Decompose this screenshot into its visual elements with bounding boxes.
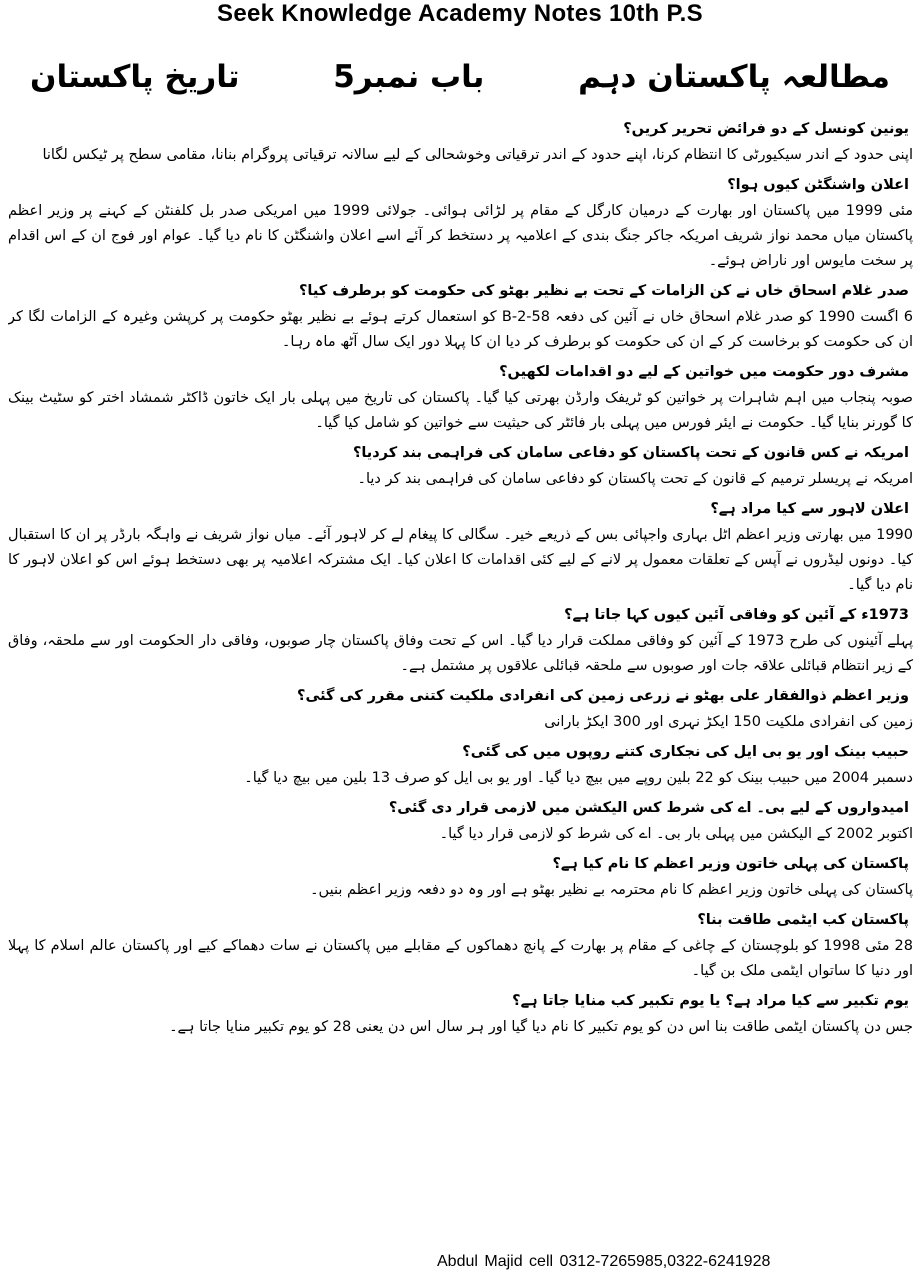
question: امریکہ نے کس قانون کے تحت پاکستان کو دفاعی سامان کی فراہمی بند کردیا؟ <box>352 445 909 461</box>
question: حبیب بینک اور یو بی ایل کی نجکاری کتنے روپوں میں کی گئی؟ <box>462 744 909 760</box>
question: یونین کونسل کے دو فرائض تحریر کریں؟ <box>623 121 909 137</box>
notes-content <box>8 112 913 1242</box>
qa-item <box>8 174 913 274</box>
answer: اکتوبر 2002 کے الیکشن میں پہلی بار بی۔ اے کی شرط کو لازمی قرار دیا گیا۔ <box>439 826 913 842</box>
answer: اپنی حدود کے اندر سیکیورٹی کا انتظام کرنا، اپنے حدود کے اندر ترقیاتی وخوشحالی کے لیے سالانہ ترقیاتی پروگرام بنانا، مقامی سطح پر ٹیکس لگانا <box>42 147 913 163</box>
subject-title: مطالعہ پاکستان دہم <box>578 59 890 95</box>
answer: جس دن پاکستان ایٹمی طاقت بنا اس دن کو یوم تکبیر کا نام دیا گیا اور ہر سال اس دن یعنی 28 کو یوم تکبیر منایا جاتا ہے۔ <box>169 1019 913 1035</box>
question: یوم تکبیر سے کیا مراد ہے؟ یا یوم تکبیر کب منایا جاتا ہے؟ <box>512 993 909 1009</box>
answer: دسمبر 2004 میں حبیب بینک کو 22 بلین روپے میں بیچ دیا گیا۔ اور یو بی ایل کو صرف 13 بلین میں بیچ دیا گیا۔ <box>244 770 913 786</box>
footer-contact: Abdul Majid cell 0312-7265985,0322-6241928 <box>437 1253 771 1270</box>
question: امیدواروں کے لیے بی۔ اے کی شرط کس الیکشن میں لازمی قرار دی گئی؟ <box>388 800 909 816</box>
qa-item <box>8 909 913 984</box>
question: پاکستان کی پہلی خاتون وزیر اعظم کا نام کیا ہے؟ <box>552 856 909 872</box>
qa-item <box>8 685 913 735</box>
qa-item <box>8 853 913 903</box>
chapter-title: باب نمبر5 <box>333 59 485 95</box>
question: 1973ء کے آئین کو وفاقی آئین کیوں کہا جاتا ہے؟ <box>564 607 909 623</box>
qa-item <box>8 741 913 791</box>
answer: مئی 1999 میں پاکستان اور بھارت کے درمیان کارگل کے مقام پر لڑائی ہوائی۔ جولائی 1999 میں امریکی صدر بل کلفنٹن کے کہنے پر وزیر اعظم پاکستان میاں محمد نواز شریف امریکہ جاکر جنگ بندی کے اعلامیہ پر دستخط کر آئے اسے اعلان واشنگٹن کا نام دیا گیا۔ عوام اور فوج ان کے اس اقدام پر سخت مایوس اور ناراض ہوئے۔ <box>8 203 913 269</box>
qa-item <box>8 990 913 1040</box>
answer: پاکستان کی پہلی خاتون وزیر اعظم کا نام محترمہ بے نظیر بھٹو ہے اور وہ دو دفعہ وزیر اعظم بنیں۔ <box>310 882 913 898</box>
qa-item <box>8 118 913 168</box>
answer: امریکہ نے پریسلر ترمیم کے قانون کے تحت پاکستان کو دفاعی سامان کی فراہمی بند کر دیا۔ <box>357 471 913 487</box>
answer: زمین کی انفرادی ملکیت 150 ایکڑ نہری اور 300 ایکڑ بارانی <box>544 714 913 730</box>
qa-item <box>8 280 913 355</box>
question: اعلان لاہور سے کیا مراد ہے؟ <box>710 501 909 517</box>
qa-item <box>8 797 913 847</box>
question: مشرف دور حکومت میں خواتین کے لیے دو اقدامات لکھیں؟ <box>499 364 909 380</box>
question: وزیر اعظم ذوالفقار علی بھٹو نے زرعی زمین کی انفرادی ملکیت کتنی مقرر کی گئی؟ <box>297 688 909 704</box>
qa-item <box>8 604 913 679</box>
answer: 1990 میں بھارتی وزیر اعظم اٹل بہاری واجپائی بس کے ذریعے خیر۔ سگالی کا پیغام لے کر لاہور آئے۔ میاں نواز شریف نے واہگہ بارڈر پر ان کا استقبال کیا۔ دونوں لیڈروں نے آپس کے تعلقات معمول پر لانے کے لیے کئی اقدامات کا اعلان کیا۔ ایک مشترکہ اعلامیہ پر بھی دستخط ہوئے اس کو اعلان لاہور کا نام دیا گیا۔ <box>8 527 913 593</box>
answer: پہلے آئینوں کی طرح 1973 کے آئین کو وفاقی مملکت قرار دیا گیا۔ اس کے تحت وفاق پاکستان چار صوبوں، وفاقی دار الحکومت اور سے ملحقہ، وفاق کے زیر انتظام قبائلی علاقہ جات اور صوبوں سے ملحقہ قبائلی علاقوں پر مشتمل ہے۔ <box>8 633 913 674</box>
answer: 28 مئی 1998 کو بلوچستان کے چاغی کے مقام پر بھارت کے پانچ دھماکوں کے مقابلے میں پاکستان نے سات دھماکے کیے اور پاکستان عالم اسلام کا پہلا اور دنیا کا ساتواں ایٹمی ملک بن گیا۔ <box>8 938 913 979</box>
title-row <box>30 52 890 102</box>
question: صدر غلام اسحاق خاں نے کن الزامات کے تحت بے نظیر بھٹو کی حکومت کو برطرف کیا؟ <box>299 283 909 299</box>
qa-item <box>8 361 913 436</box>
answer: 6 اگست 1990 کو صدر غلام اسحاق خاں نے آئین کی دفعہ 58-2-B کو استعمال کرتے ہوئے بے نظیر بھٹو حکومت پر کرپشن وغیرہ کے الزامات لگا کر ان کی حکومت کو برخاست کر کے ان کی حکومت کو برطرف کر دیا ان کا پہلا دور ایک سال آٹھ ماہ رہا۔ <box>8 309 913 350</box>
answer: صوبہ پنجاب میں اہم شاہرات پر خواتین کو ٹریفک وارڈن بھرتی کیا گیا۔ پاکستان کی تاریخ میں پہلی بار ایک خاتون ڈاکٹر شمشاد اختر کو سٹیٹ بینک کا گورنر بنایا گیا۔ حکومت نے ایئر فورس میں پہلی بار فائٹر کی حیثیت سے خواتین کو شامل کیا گیا۔ <box>8 390 913 431</box>
topic-title: تاریخ پاکستان <box>30 59 240 95</box>
question: پاکستان کب ایٹمی طاقت بنا؟ <box>697 912 909 928</box>
qa-item <box>8 498 913 598</box>
page-header: Seek Knowledge Academy Notes 10th P.S <box>217 0 703 27</box>
question: اعلان واشنگٹن کیوں ہوا؟ <box>727 177 909 193</box>
qa-item <box>8 442 913 492</box>
